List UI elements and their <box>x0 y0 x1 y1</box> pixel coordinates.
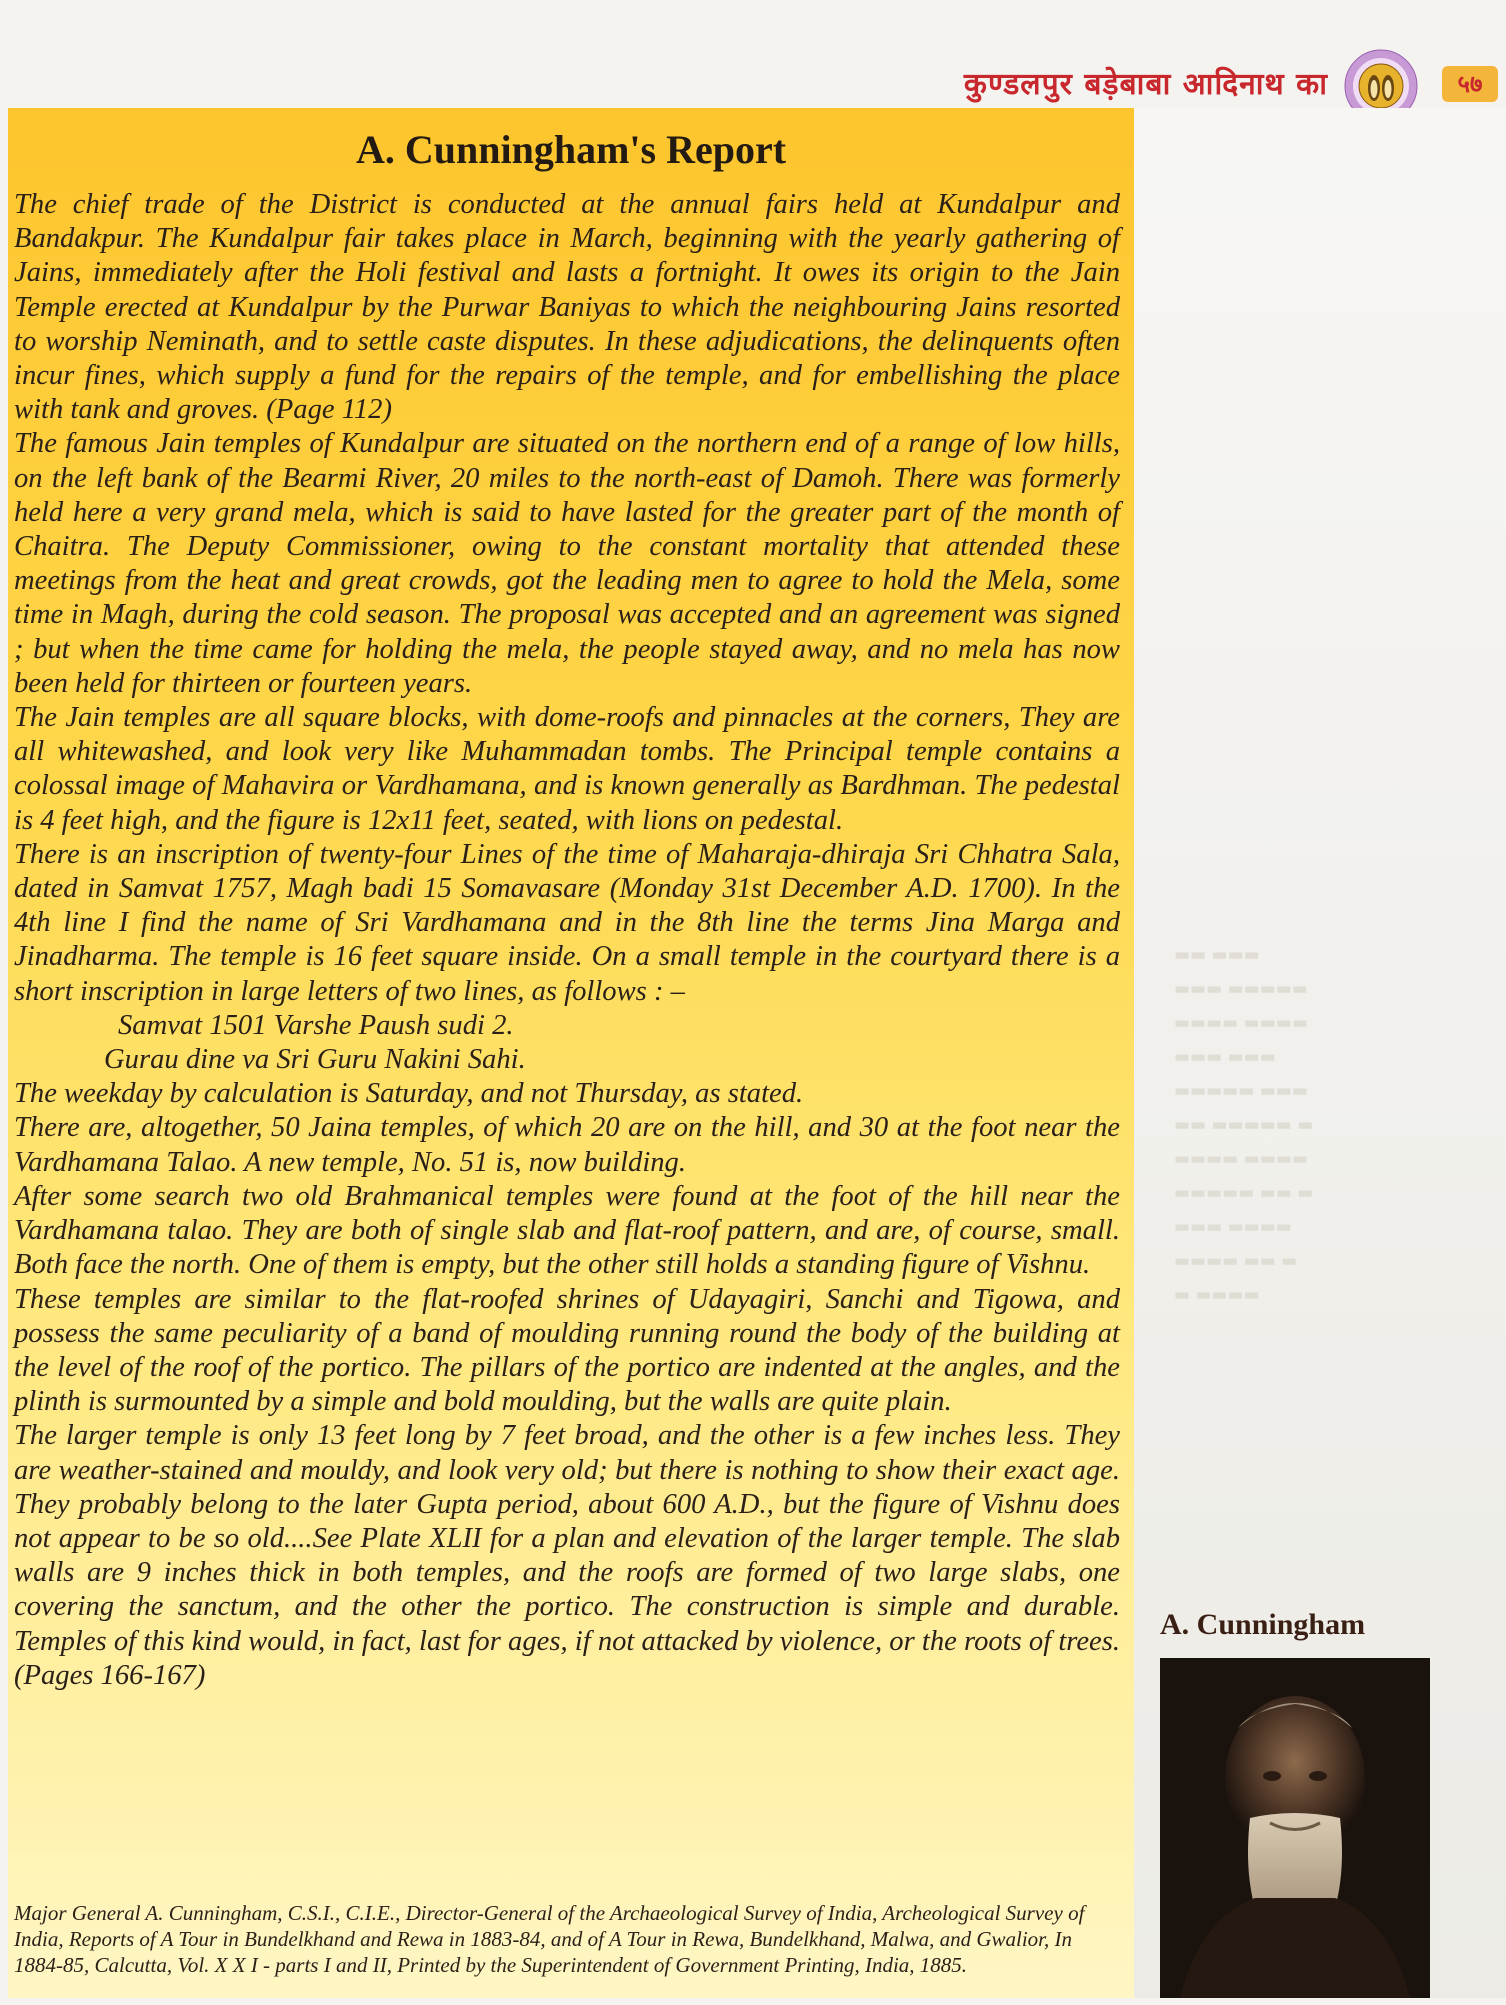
report-paragraph: There is an inscription of twenty-four Lines of the time of Maharaja-dhiraja Sri Chhatra Sala, dated in Samvat 1757, Magh badi 15 Somavasare (Monday 31st December A.D. 1700). In the 4th line I find the name of Sri Vardhamana and in the 8th line the terms Jina Marga and Jinadharma. The temple is 16 feet square inside. On a small temple in the courtyard there is a short inscription in large letters of two lines, as follows : – <box>14 838 1120 1007</box>
report-paragraph: The chief trade of the District is conducted at the annual fairs held at Kundalpur and Bandakpur. The Kundalpur fair takes place in March, beginning with the yearly gathering of Jains, immediately after the Holi festival and lasts a fortnight. It owes its origin to the Jain Temple erected at Kundalpur by the Purwar Baniyas to which the neighbouring Jains resorted to worship Neminath, and to settle caste disputes. In these adjudications, the delinquents often incur fines, which supply a fund for the repairs of the temple, and for embellishing the place with tank and groves. (Page 112) <box>14 189 1120 426</box>
report-title: A. Cunningham's Report <box>355 127 787 172</box>
report-paragraph: The famous Jain temples of Kundalpur are situated on the northern end of a range of low hills, on the left bank of the Bearmi River, 20 miles to the north-east of Damoh. There was formerly held here a very grand mela, which is said to have lasted for the greater part of the month of Chaitra. The Deputy Commissioner, owing to the constant mortality that attended these meetings from the heat and great crowds, got the leading men to agree to hold the Mela, some time in Magh, during the cold season. The proposal was accepted and an agreement was signed ; but when the time came for holding the mela, the people stayed away, and no mela has now been held for thirteen or fourteen years. <box>14 428 1120 699</box>
citation-work-title: A Tour in Rewa, Bundelkhand, Malwa, and Gwalior, <box>608 1927 1050 1951</box>
report-panel <box>8 108 1134 1998</box>
book-title: कुण्डलपुर बड़ेबाबा आदिनाथ का <box>963 67 1328 102</box>
inscription-line: Samvat 1501 Varshe Paush sudi 2. <box>118 1009 514 1041</box>
report-paragraph: After some search two old Brahmanical temples were found at the foot of the hill near the Vardhamana talao. They are both of single slab and flat-roof pattern, and are, of course, small. Both face the north. One of them is empty, but the other still holds a standing figure of Vishnu. <box>14 1180 1120 1281</box>
page-number: ५७ <box>1442 66 1498 102</box>
report-paragraph: The Jain temples are all square blocks, with dome-roofs and pinnacles at the corners, They are all whitewashed, and look very like Muhammadan tombs. The Principal temple contains a colossal image of Mahavira or Vardhamana, and is known generally as Bardhman. The pedestal is 4 feet high, and the figure is 12x11 feet, seated, with lions on pedestal. <box>14 702 1120 836</box>
citation-text: in 1883-84, and of <box>443 1927 609 1951</box>
report-paragraph: The larger temple is only 13 feet long by 7 feet broad, and the other is a few inches less. They are weather-stained and mouldy, and look very old; but there is nothing to show their exact age. They probably belong to the later Gupta period, about 600 A.D., but the figure of Vishnu does not appear to be so old....See Plate XLII for a plan and elevation of the larger temple. The slab walls are 9 inches thick in both temples, and the roofs are formed of two large slabs, one covering the sanctum, and the other the portico. The construction is simple and durable. Temples of this kind would, in fact, last for ages, if not attacked by violence, or the roots of trees. (Pages 166-167) <box>14 1420 1120 1691</box>
citation-author: Major General A. Cunningham, C.S.I., C.I.E., Director-General of the Archaeological Survey of India, <box>14 1901 878 1925</box>
citation-work-title: Archeological Survey of India, Reports of A Tour in Bundelkhand and Rewa <box>14 1901 1085 1951</box>
report-paragraph: These temples are similar to the flat-roofed shrines of Udayagiri, Sanchi and Tigowa, and possess the same peculiarity of a band of moulding running round the body of the building at the level of the roof of the portico. The pillars of the portico are indented at the angles, and the plinth is surmounted by a simple and bold moulding, but the walls are quite plain. <box>14 1283 1120 1418</box>
faded-background-text: ▬▬ ▬▬▬ ▬▬▬ ▬▬▬▬▬ ▬▬▬▬ ▬▬▬▬ ▬▬▬ ▬▬▬ ▬▬▬▬▬ ▬▬▬ ▬▬ ▬▬▬▬▬ ▬ ▬▬▬▬ ▬▬▬▬ ▬▬▬▬▬ ▬▬ ▬ ▬▬▬ ▬▬▬▬ ▬▬▬▬ ▬▬ ▬ ▬ ▬▬▬▬ <box>1174 945 1314 1305</box>
citation-text: In 1884-85, Calcutta, Vol. X X I - parts I and II, Printed by the Superintendent of Government Printing, India, 1885. <box>14 1927 1073 1977</box>
report-paragraph: There are, altogether, 50 Jaina temples, of which 20 are on the hill, and 30 at the foot near the Vardhamana Talao. A new temple, No. 51 is, now building. <box>14 1112 1120 1178</box>
source-citation <box>14 1900 1120 1978</box>
report-paragraph: The weekday by calculation is Saturday, and not Thursday, as stated. <box>14 1078 804 1110</box>
report-body <box>14 188 1120 1977</box>
portrait-caption: A. Cunningham <box>1160 1608 1366 1641</box>
inscription-line: Gurau dine va Sri Guru Nakini Sahi. <box>104 1044 526 1076</box>
portrait-photo <box>1160 1658 1430 1998</box>
